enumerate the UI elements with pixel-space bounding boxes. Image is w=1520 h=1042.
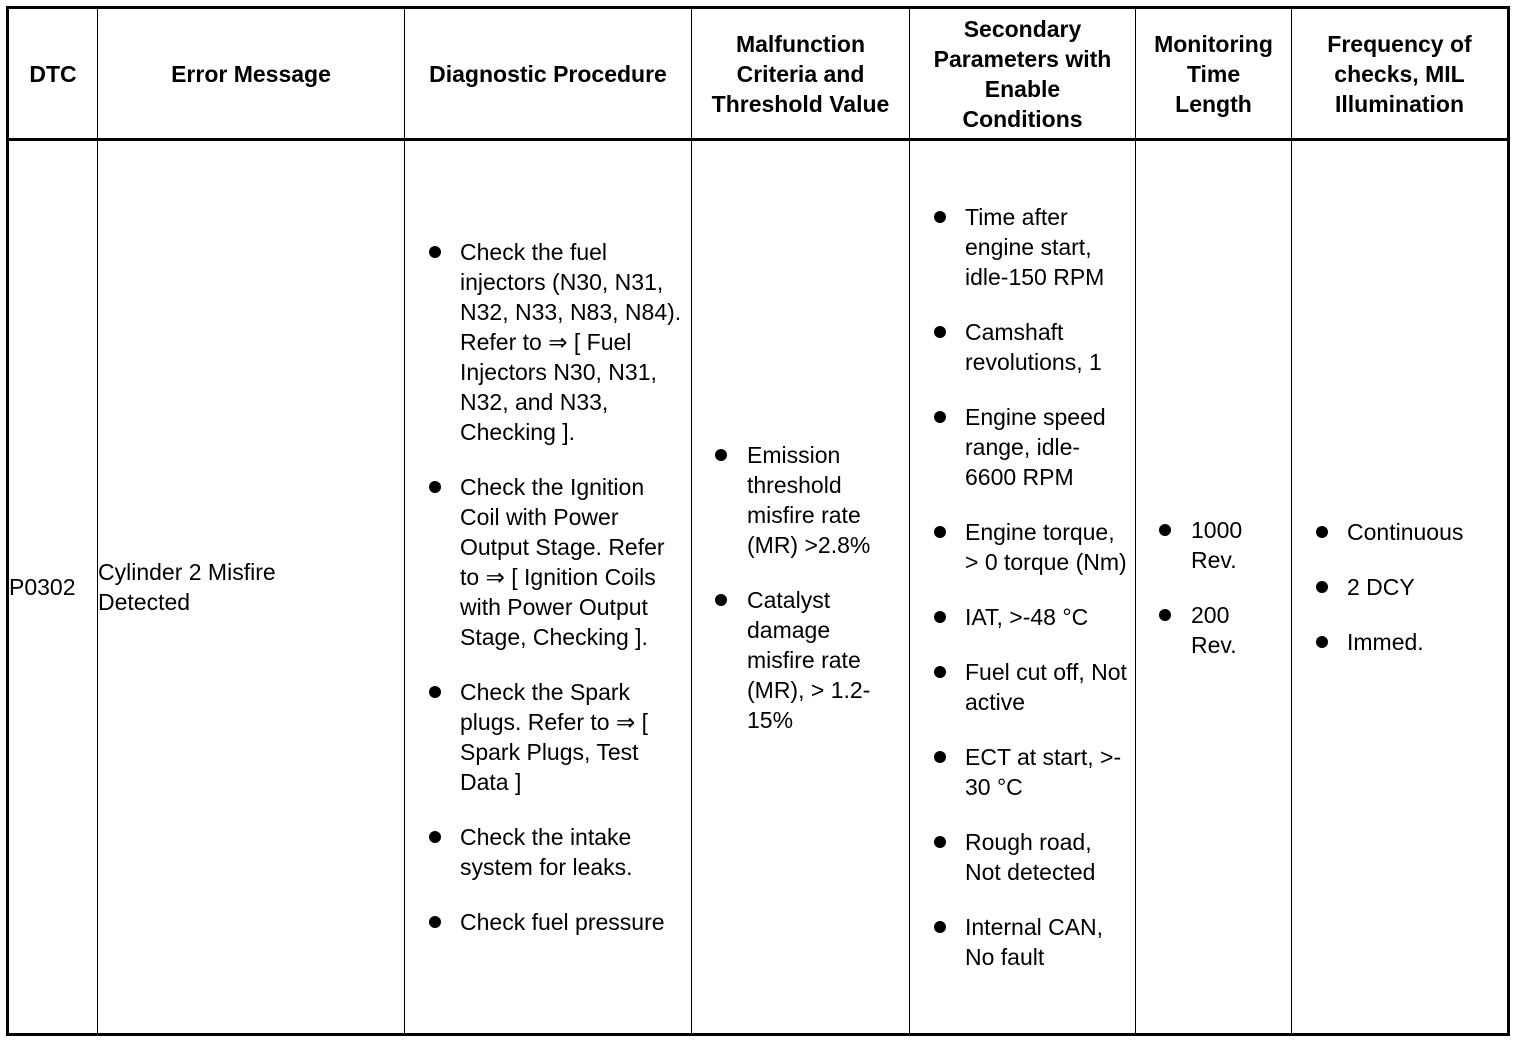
procedure-step [405, 472, 685, 652]
criteria-item [692, 585, 889, 735]
enable-condition [910, 317, 1131, 377]
enable-condition [910, 602, 1131, 632]
procedure-step-text: Check the fuel injectors (N30, N31, N32, N33, N83, N84). Refer to ⇒ [ Fuel Injectors N30, N31, N32, and N33, Checking ]. [460, 239, 682, 445]
procedure-step [405, 677, 685, 797]
dtc-code: P0302 [8, 140, 98, 1035]
bullet-icon [429, 916, 441, 928]
enable-condition [910, 742, 1131, 802]
bullet-icon [1316, 526, 1328, 538]
monitoring-item-text: 200 Rev. [1191, 601, 1237, 658]
enable-condition-text: Camshaft revolutions, 1 [965, 319, 1102, 375]
dtc-table [6, 6, 1510, 1036]
procedure-step-text: Check fuel pressure [460, 909, 665, 935]
enable-condition-text: Internal CAN, No fault [965, 914, 1104, 970]
header-error-message: Error Message [98, 8, 405, 140]
frequency-item [1292, 517, 1507, 547]
procedure-step [405, 822, 685, 882]
enable-condition-text: IAT, >-48 °C [965, 604, 1089, 630]
bullet-icon [429, 831, 441, 843]
bullet-icon [1159, 609, 1171, 621]
bullet-icon [934, 836, 946, 848]
enable-condition [910, 657, 1131, 717]
bullet-icon [934, 921, 946, 933]
enable-condition-text: Engine torque, > 0 torque (Nm) [965, 519, 1127, 575]
criteria-item-text: Emission threshold misfire rate (MR) >2.8% [747, 441, 871, 558]
procedure-step-text: Check the Ignition Coil with Power Output Stage. Refer to ⇒ [ Ignition Coils with Power Output Stage, Checking ]. [460, 474, 665, 650]
bullet-icon [1316, 636, 1328, 648]
enable-condition-text: ECT at start, >- 30 °C [965, 744, 1122, 800]
bullet-icon [934, 666, 946, 678]
bullet-icon [934, 611, 946, 623]
procedure-step [405, 237, 685, 447]
enable-condition [910, 402, 1131, 492]
bullet-icon [715, 594, 727, 606]
bullet-icon [715, 449, 727, 461]
frequency-item [1292, 572, 1507, 602]
procedure-step [405, 907, 685, 937]
criteria-item [692, 440, 889, 560]
frequency-item [1292, 627, 1507, 657]
enable-condition [910, 827, 1131, 887]
procedure-step-text: Check the Spark plugs. Refer to ⇒ [ Spark Plugs, Test Data ] [460, 679, 649, 795]
bullet-icon [1316, 581, 1328, 593]
header-diagnostic-procedure: Diagnostic Procedure [405, 8, 692, 140]
bullet-icon [1159, 524, 1171, 536]
frequency-item-text: 2 DCY [1347, 574, 1415, 600]
bullet-icon [934, 411, 946, 423]
frequency-item-text: Continuous [1347, 519, 1464, 545]
header-monitoring-time: Monitoring Time Length [1136, 8, 1292, 140]
bullet-icon [429, 481, 441, 493]
monitoring-item [1136, 515, 1251, 575]
bullet-icon [934, 326, 946, 338]
enable-condition [910, 202, 1131, 292]
enable-condition [910, 912, 1131, 972]
enable-condition-text: Rough road, Not detected [965, 829, 1096, 885]
diagnostic-procedure-cell [405, 140, 692, 1035]
frequency-cell [1292, 140, 1509, 1035]
bullet-icon [429, 246, 441, 258]
header-secondary-parameters: Secondary Parameters with Enable Conditions [910, 8, 1136, 140]
enable-condition-text: Engine speed range, idle-6600 RPM [965, 404, 1106, 490]
error-message: Cylinder 2 Misfire Detected [98, 140, 405, 1035]
monitoring-item-text: 1000 Rev. [1191, 516, 1243, 573]
table-row [8, 140, 1509, 1035]
monitoring-time-cell [1136, 140, 1292, 1035]
procedure-step-text: Check the intake system for leaks. [460, 824, 633, 880]
bullet-icon [934, 211, 946, 223]
enable-condition [910, 517, 1131, 577]
malfunction-criteria-cell [692, 140, 910, 1035]
bullet-icon [934, 751, 946, 763]
bullet-icon [429, 686, 441, 698]
secondary-parameters-cell [910, 140, 1136, 1035]
frequency-item-text: Immed. [1347, 629, 1424, 655]
header-row [8, 8, 1509, 140]
criteria-item-text: Catalyst damage misfire rate (MR), > 1.2-15% [747, 586, 871, 733]
header-malfunction-criteria: Malfunction Criteria and Threshold Value [692, 8, 910, 140]
enable-condition-text: Time after engine start, idle-150 RPM [965, 204, 1105, 290]
monitoring-item [1136, 600, 1251, 660]
bullet-icon [934, 526, 946, 538]
header-frequency: Frequency of checks, MIL Illumination [1292, 8, 1509, 140]
header-dtc: DTC [8, 8, 98, 140]
enable-condition-text: Fuel cut off, Not active [965, 659, 1127, 715]
